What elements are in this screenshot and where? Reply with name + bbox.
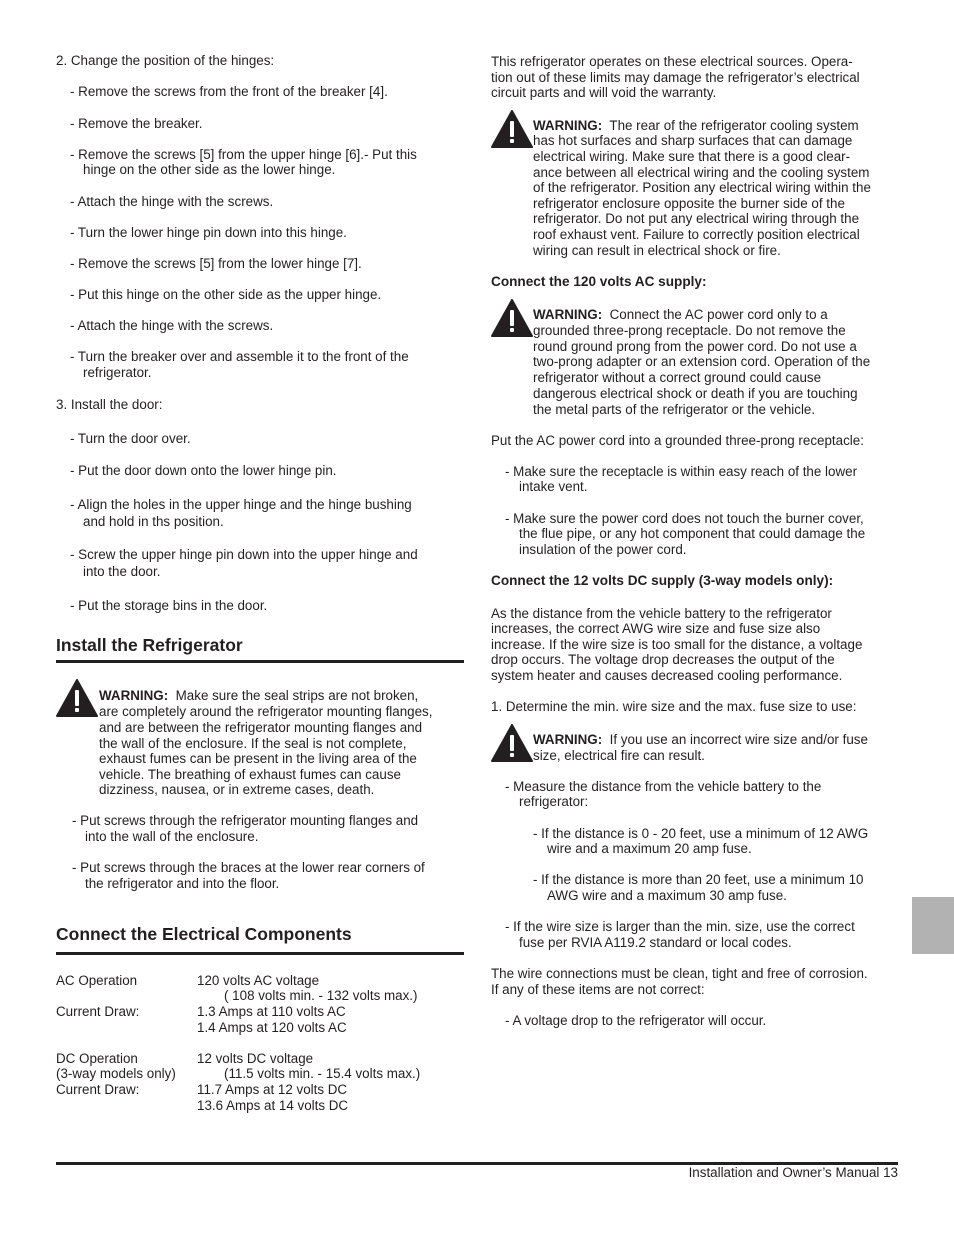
warning-label: WARNING: bbox=[533, 732, 603, 747]
warning-text-line: the wall of the enclosure. If the seal is not complete, bbox=[99, 736, 407, 751]
list-item-continuation: AWG wire and a maximum 30 amp fuse. bbox=[547, 888, 787, 903]
list-item: - A voltage drop to the refrigerator will occur. bbox=[505, 1013, 767, 1028]
warning-text-line: WARNING: The rear of the refrigerator cooling system bbox=[533, 118, 859, 133]
warning-text-line: ance between all electrical wiring and the cooling system bbox=[533, 165, 870, 180]
list-item-continuation: hinge on the other side as the lower hinge. bbox=[83, 162, 336, 177]
warning-text-line: WARNING: Connect the AC power cord only to a bbox=[533, 307, 828, 322]
list-item: - Remove the breaker. bbox=[70, 116, 203, 131]
dc-intro-text: increase. If the wire size is too small for the distance, a voltage bbox=[491, 637, 863, 652]
warning-text-line: WARNING: If you use an incorrect wire size and/or fuse bbox=[533, 732, 868, 747]
warning-text-line: of the refrigerator. Position any electrical wiring within the bbox=[533, 180, 871, 195]
list-item: - Make sure the receptacle is within easy reach of the lower bbox=[505, 464, 858, 479]
ac-current-value: 1.4 Amps at 120 volts AC bbox=[197, 1020, 347, 1035]
warning-label: WARNING: bbox=[99, 688, 169, 703]
intro-text: tion out of these limits may damage the refrigerator’s electrical bbox=[491, 70, 860, 85]
dc-intro-text: As the distance from the vehicle battery to the refrigerator bbox=[491, 606, 832, 621]
list-item-continuation: the refrigerator and into the floor. bbox=[85, 876, 280, 891]
heading-rule bbox=[56, 952, 464, 955]
list-item: - Remove the screws from the front of the breaker [4]. bbox=[70, 84, 388, 99]
list-item-continuation: refrigerator. bbox=[83, 365, 152, 380]
warning-text-line: electrical wiring. Make sure that there is a good clear- bbox=[533, 149, 851, 164]
list-item: - Attach the hinge with the screws. bbox=[70, 194, 274, 209]
ac-current-label: Current Draw: bbox=[56, 1004, 140, 1019]
list-item-continuation: refrigerator: bbox=[519, 794, 589, 809]
warning-text-line: are completely around the refrigerator mounting flanges, bbox=[99, 704, 433, 719]
warning-text-line: refrigerator. Do not put any electrical wiring through the bbox=[533, 211, 860, 226]
list-item-continuation: insulation of the power cord. bbox=[519, 542, 687, 557]
list-item: - Make sure the power cord does not touch the burner cover, bbox=[505, 511, 864, 526]
step-2-heading: 2. Change the position of the hinges: bbox=[56, 53, 275, 68]
connections-text: The wire connections must be clean, tight and free of corrosion. bbox=[491, 966, 868, 981]
list-item: - Put the door down onto the lower hinge pin. bbox=[70, 463, 337, 478]
dc-operation-value: 12 volts DC voltage bbox=[197, 1051, 314, 1066]
dc-supply-heading: Connect the 12 volts DC supply (3-way models only): bbox=[491, 573, 834, 588]
ac-supply-heading: Connect the 120 volts AC supply: bbox=[491, 274, 707, 289]
warning-text-line: exhaust fumes can be present in the living area of the bbox=[99, 751, 417, 766]
list-item-continuation: wire and a maximum 20 amp fuse. bbox=[547, 841, 752, 856]
list-item-continuation: and hold in ths position. bbox=[83, 514, 224, 529]
warning-text-line: two-prong adapter or an extension cord. Operation of the bbox=[533, 354, 871, 369]
warning-label: WARNING: bbox=[533, 307, 603, 322]
dc-intro-text: drop occurs. The voltage drop decreases the output of the bbox=[491, 652, 835, 667]
warning-text-line: wiring can result in electrical shock or fire. bbox=[533, 243, 781, 258]
warning-text-line: WARNING: Make sure the seal strips are not broken, bbox=[99, 688, 419, 703]
warning-triangle-icon bbox=[491, 110, 533, 148]
step-3-heading: 3. Install the door: bbox=[56, 397, 163, 412]
warning-text-line: has hot surfaces and sharp surfaces that can damage bbox=[533, 133, 853, 148]
ac-operation-value: 120 volts AC voltage bbox=[197, 973, 320, 988]
warning-text-line: refrigerator without a correct ground could cause bbox=[533, 370, 822, 385]
warning-text-line: roof exhaust vent. Failure to correctly position electrical bbox=[533, 227, 860, 242]
ac-operation-label: AC Operation bbox=[56, 973, 138, 988]
connections-text: If any of these items are not correct: bbox=[491, 982, 705, 997]
warning-text-line: size, electrical fire can result. bbox=[533, 748, 705, 763]
list-item-continuation: fuse per RVIA A119.2 standard or local codes. bbox=[519, 935, 792, 950]
list-item: - Screw the upper hinge pin down into the upper hinge and bbox=[70, 547, 418, 562]
dc-current-label: Current Draw: bbox=[56, 1082, 140, 1097]
dc-operation-label: DC Operation bbox=[56, 1051, 138, 1066]
list-item: - If the wire size is larger than the min. size, use the correct bbox=[505, 919, 855, 934]
list-item: - Turn the lower hinge pin down into this hinge. bbox=[70, 225, 347, 240]
dc-intro-text: system heater and causes decreased cooling performance. bbox=[491, 668, 843, 683]
section-tab bbox=[912, 897, 954, 954]
warning-label: WARNING: bbox=[533, 118, 603, 133]
intro-text: circuit parts and will void the warranty. bbox=[491, 85, 717, 100]
connect-electrical-heading: Connect the Electrical Components bbox=[56, 924, 352, 944]
list-item: - If the distance is more than 20 feet, use a minimum 10 bbox=[533, 872, 864, 887]
dc-operation-range: (11.5 volts min. - 15.4 volts max.) bbox=[224, 1066, 421, 1081]
dc-current-value: 11.7 Amps at 12 volts DC bbox=[197, 1082, 348, 1097]
list-item-continuation: intake vent. bbox=[519, 479, 588, 494]
list-item: - Put screws through the refrigerator mounting flanges and bbox=[72, 813, 419, 828]
warning-text-line: the metal parts of the refrigerator or the vehicle. bbox=[533, 402, 816, 417]
footer-text: Installation and Owner’s Manual 13 bbox=[688, 1165, 898, 1180]
list-item: - Put screws through the braces at the lower rear corners of bbox=[72, 860, 425, 875]
dc-models-note: (3-way models only) bbox=[56, 1066, 176, 1081]
list-item: - Remove the screws [5] from the upper hinge [6].- Put this bbox=[70, 147, 417, 162]
dc-current-value: 13.6 Amps at 14 volts DC bbox=[197, 1098, 349, 1113]
list-item: - Measure the distance from the vehicle battery to the bbox=[505, 779, 822, 794]
list-item: - Remove the screws [5] from the lower hinge [7]. bbox=[70, 256, 362, 271]
ac-instruction: Put the AC power cord into a grounded three-prong receptacle: bbox=[491, 433, 864, 448]
list-item-continuation: the flue pipe, or any hot component that could damage the bbox=[519, 526, 866, 541]
list-item-continuation: into the door. bbox=[83, 564, 161, 579]
warning-text-line: vehicle. The breathing of exhaust fumes can cause bbox=[99, 767, 401, 782]
warning-text-line: dangerous electrical shock or death if you are touching bbox=[533, 386, 858, 401]
list-item: - Align the holes in the upper hinge and the hinge bushing bbox=[70, 497, 412, 512]
warning-triangle-icon bbox=[56, 679, 98, 717]
list-item: - Put this hinge on the other side as the upper hinge. bbox=[70, 287, 382, 302]
intro-text: This refrigerator operates on these electrical sources. Opera- bbox=[491, 54, 853, 69]
warning-triangle-icon bbox=[491, 299, 533, 337]
ac-current-value: 1.3 Amps at 110 volts AC bbox=[197, 1004, 346, 1019]
install-refrigerator-heading: Install the Refrigerator bbox=[56, 635, 243, 655]
warning-text-line: round ground prong from the power cord. Do not use a bbox=[533, 339, 857, 354]
list-item: - If the distance is 0 - 20 feet, use a minimum of 12 AWG bbox=[533, 826, 869, 841]
warning-text-line: and are between the refrigerator mounting flanges and bbox=[99, 720, 423, 735]
warning-text-line: grounded three-prong receptacle. Do not remove the bbox=[533, 323, 846, 338]
warning-text-line: refrigerator enclosure opposite the burner side of the bbox=[533, 196, 845, 211]
list-item: - Turn the breaker over and assemble it to the front of the bbox=[70, 349, 409, 364]
list-item-continuation: into the wall of the enclosure. bbox=[85, 829, 259, 844]
dc-step-1: 1. Determine the min. wire size and the max. fuse size to use: bbox=[491, 699, 857, 714]
list-item: - Turn the door over. bbox=[70, 431, 191, 446]
ac-operation-range: ( 108 volts min. - 132 volts max.) bbox=[224, 988, 418, 1003]
list-item: - Put the storage bins in the door. bbox=[70, 598, 268, 613]
heading-rule bbox=[56, 660, 464, 663]
dc-intro-text: increases, the correct AWG wire size and fuse size also bbox=[491, 621, 821, 636]
warning-text-line: dizziness, nausea, or in extreme cases, death. bbox=[99, 782, 375, 797]
list-item: - Attach the hinge with the screws. bbox=[70, 318, 274, 333]
warning-triangle-icon bbox=[491, 724, 533, 762]
